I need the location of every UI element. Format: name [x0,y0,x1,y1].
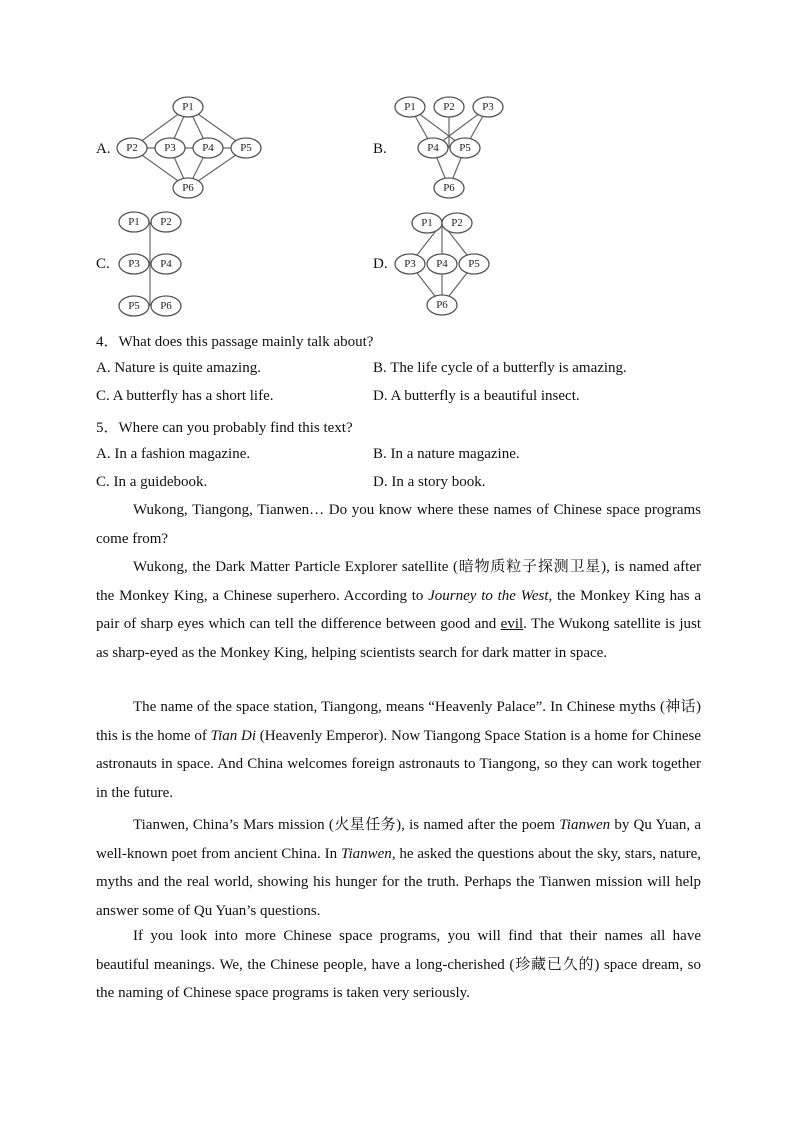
svg-text:P2: P2 [160,216,172,228]
diagram-b-node-p4 [418,138,448,158]
q4-option-d[interactable]: D. A butterfly is a beautiful insect. [373,388,580,404]
svg-text:P2: P2 [126,142,138,154]
book-title: Journey to the West [428,587,549,604]
diagram-b-node-p2 [434,97,464,117]
svg-text:P6: P6 [436,299,448,311]
svg-text:P6: P6 [182,182,194,194]
diagram-d-node-p4 [427,254,457,274]
svg-text:P5: P5 [128,300,140,312]
diagram-d-node-p6 [427,295,457,315]
question-number: 5． [96,420,119,436]
svg-text:P4: P4 [427,142,439,154]
poem-title: Tianwen [559,817,611,833]
passage-paragraph-5: If you look into more Chinese space programs, you will find that their names all have beautiful meanings. We, the Chinese people, have a long-cherished (珍藏已久的) space dream, so the naming of Chinese space programs is taken very seriously. [96,928,701,1002]
diagram-c-node-p1 [119,212,149,232]
diagram-a-node-p5 [231,138,261,158]
option-a-letter: A. [96,141,111,157]
diagram-c [112,205,192,325]
emperor-name: Tian Di [210,727,257,744]
question-text: What does this passage mainly talk about? [118,334,374,350]
svg-text:P1: P1 [421,217,433,229]
diagram-c-node-p5 [119,296,149,316]
svg-text:P5: P5 [459,142,471,154]
diagram-b [390,90,520,200]
diagram-a-node-p4 [193,138,223,158]
option-c-letter: C. [96,256,110,272]
svg-text:P4: P4 [160,258,172,270]
q4-option-b[interactable]: B. The life cycle of a butterfly is amazing. [373,360,627,376]
q5-option-b[interactable]: B. In a nature magazine. [373,446,520,462]
diagram-c-node-p2 [151,212,181,232]
underlined-word: evil [500,616,524,633]
passage-paragraph-4: Tianwen, China’s Mars mission (火星任务), is named after the poem Tianwen by Qu Yuan, a well-known poet from ancient China. In Tianwen, he asked the questions about the sky, stars, nature, myths and the real world, showing his hunger for the truth. Perhaps the Tianwen mission will help answer some of Qu Yuan’s questions. [96,817,701,919]
diagram-d-node-p3 [395,254,425,274]
poem-title: Tianwen [340,845,392,862]
option-d-letter: D. [373,256,388,272]
svg-text:P6: P6 [160,300,172,312]
q4-option-a[interactable]: A. Nature is quite amazing. [96,360,261,376]
question-5 [96,416,353,437]
svg-text:P1: P1 [404,101,416,113]
passage-paragraph-3: The name of the space station, Tiangong, means “Heavenly Palace”. In Chinese myths (神话) this is the home of Tian Di (Heavenly Emperor). Now Tiangong Space Station is a home for Chinese astronauts in space. And China welcomes foreign astronauts to Tiangong, so they can work together in the future. [96,699,701,801]
q5-option-c[interactable]: C. In a guidebook. [96,474,208,490]
svg-text:P5: P5 [468,258,480,270]
diagram-b-node-p5 [450,138,480,158]
diagram-b-node-p6 [434,178,464,198]
diagram-c-node-p6 [151,296,181,316]
diagram-a-node-p1 [173,97,203,117]
q4-option-c[interactable]: C. A butterfly has a short life. [96,388,274,404]
diagram-a-node-p3 [155,138,185,158]
option-b-letter: B. [373,141,387,157]
diagram-a-node-p2 [117,138,147,158]
diagram-d-node-p2 [442,213,472,233]
diagram-a [110,90,270,200]
question-number: 4． [96,334,119,350]
svg-text:P1: P1 [128,216,140,228]
svg-text:P3: P3 [128,258,140,270]
diagram-a-node-p6 [173,178,203,198]
q5-option-a[interactable]: A. In a fashion magazine. [96,446,251,462]
question-text: Where can you probably find this text? [118,420,353,436]
question-4 [96,330,373,351]
svg-text:P3: P3 [164,142,176,154]
q5-option-d[interactable]: D. In a story book. [373,474,486,490]
svg-text:P2: P2 [451,217,463,229]
svg-text:P3: P3 [404,258,416,270]
svg-text:P3: P3 [482,101,494,113]
diagram-d-node-p1 [412,213,442,233]
svg-text:P1: P1 [182,101,194,113]
svg-text:P2: P2 [443,101,455,113]
diagram-c-node-p4 [151,254,181,274]
svg-text:P4: P4 [202,142,214,154]
diagram-b-node-p1 [395,97,425,117]
passage-paragraph-2: Wukong, the Dark Matter Particle Explorer satellite (暗物质粒子探测卫星), is named after the Monkey King, a Chinese superhero. According to Journey to the West, the Monkey King has a pair of sharp eyes which can tell the difference between good and evil. The Wukong satellite is just as sharp-eyed as the Monkey King, helping scientists search for dark matter in space. [96,559,701,661]
svg-text:P4: P4 [436,258,448,270]
diagram-b-node-p3 [473,97,503,117]
diagram-d-node-p5 [459,254,489,274]
diagram-d [390,205,500,325]
passage-paragraph-1: Wukong, Tiangong, Tianwen… Do you know where these names of Chinese space programs come from? [96,502,701,547]
svg-text:P6: P6 [443,182,455,194]
svg-text:P5: P5 [240,142,252,154]
diagram-c-node-p3 [119,254,149,274]
